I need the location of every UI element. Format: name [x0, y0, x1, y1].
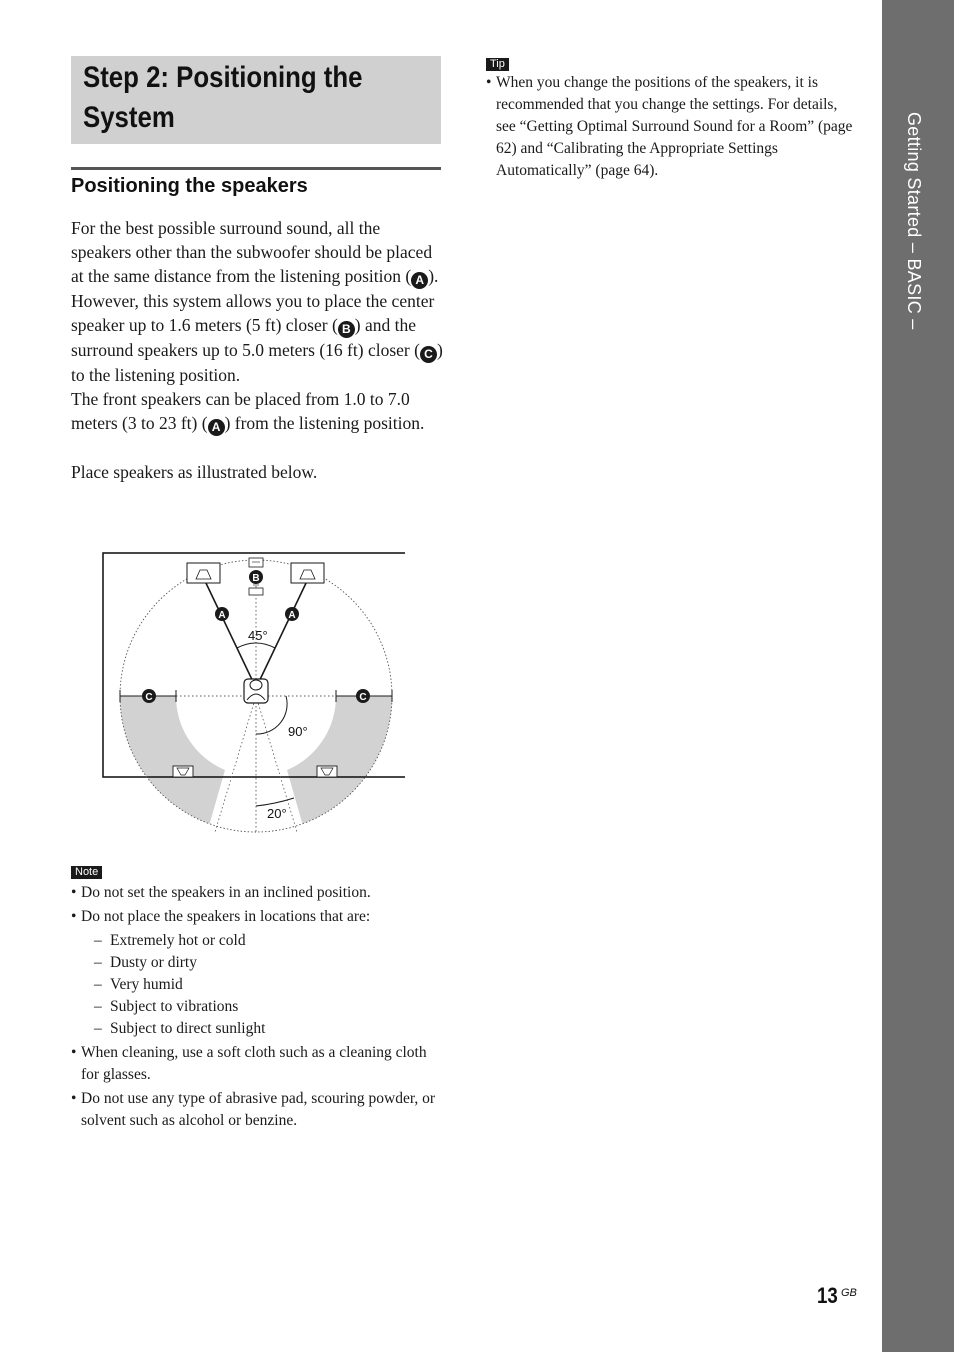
note-subitem: – Extremely hot or cold	[94, 930, 441, 952]
tip-list	[486, 72, 856, 182]
section-tab-label: Getting Started – BASIC –	[904, 112, 924, 330]
svg-text:A: A	[288, 610, 296, 621]
page-title: Step 2: Positioning the System	[83, 61, 363, 134]
paragraph-2: However, this system allows you to place the center speaker up to 1.6 meters (5 ft) closer ( B ) and the surround speakers up to 5.0 meters (16 ft) closer ( C ) to the listening position.	[71, 291, 443, 385]
note-item: • Do not place the speakers in locations that are: – Extremely hot or cold – Dusty or dirty – Very humid – Subject to vibrations – Subject to direct sunlight	[71, 906, 441, 1040]
angle-rear-label: 20°	[267, 806, 287, 821]
tip-item: • When you change the positions of the speakers, it is recommended that you change the settings. For details, see “Getting Optimal Surround Sound for a Room” (page 62) and “Calibrating the Appropriate Settings Automatically” (page 64).	[486, 72, 856, 182]
angle-side-label: 90°	[288, 724, 308, 739]
tip-label: Tip	[486, 58, 509, 71]
note-subitem: – Subject to vibrations	[94, 996, 441, 1018]
listener-icon	[244, 679, 268, 703]
front-right-speaker-icon	[291, 563, 324, 583]
speaker-placement-diagram	[95, 548, 405, 840]
note-item: • Do not use any type of abrasive pad, scouring powder, or solvent such as alcohol or benzine.	[71, 1088, 441, 1132]
note-item: • When cleaning, use a soft cloth such as a cleaning cloth for glasses.	[71, 1042, 441, 1086]
section-heading: Positioning the speakers	[71, 175, 308, 197]
paragraph-1: For the best possible surround sound, all the speakers other than the subwoofer should be placed at the same distance from the listening position ( A ).	[71, 218, 439, 287]
note-label: Note	[71, 866, 102, 879]
note-subitem: – Dusty or dirty	[94, 952, 441, 974]
surround-left-speaker-icon	[173, 766, 193, 777]
marker-a-icon: A	[208, 419, 225, 436]
marker-a-icon	[215, 607, 229, 621]
marker-c-icon	[356, 689, 370, 703]
surround-right-speaker-icon	[317, 766, 337, 777]
marker-b-icon	[249, 570, 263, 584]
svg-text:C: C	[145, 692, 153, 703]
page-number: 13	[817, 1283, 838, 1308]
heading-rule	[71, 167, 441, 170]
note-subitem: – Subject to direct sunlight	[94, 1018, 441, 1040]
body-text	[71, 216, 443, 484]
note-sublist	[81, 930, 441, 1040]
right-surround-zone	[287, 696, 405, 840]
svg-text:A: A	[218, 610, 226, 621]
svg-text:B: B	[252, 573, 260, 584]
page-number-suffix: GB	[841, 1287, 857, 1299]
note-item: • Do not set the speakers in an inclined position.	[71, 882, 441, 904]
svg-text:C: C	[359, 692, 367, 703]
marker-b-icon: B	[338, 321, 355, 338]
note-subitem: – Very humid	[94, 974, 441, 996]
marker-c-icon	[142, 689, 156, 703]
angle-front-label: 45°	[248, 628, 268, 643]
paragraph-3: The front speakers can be placed from 1.0 to 7.0 meters (3 to 23 ft) ( A ) from the listening position.	[71, 389, 425, 434]
paragraph-4: Place speakers as illustrated below.	[71, 462, 318, 482]
marker-c-icon: C	[420, 346, 437, 363]
center-speaker-icon	[249, 558, 263, 567]
marker-a-icon: A	[411, 272, 428, 289]
marker-a-icon	[285, 607, 299, 621]
note-list	[71, 882, 441, 1134]
left-surround-zone	[95, 696, 225, 840]
front-left-speaker-icon	[187, 563, 220, 583]
